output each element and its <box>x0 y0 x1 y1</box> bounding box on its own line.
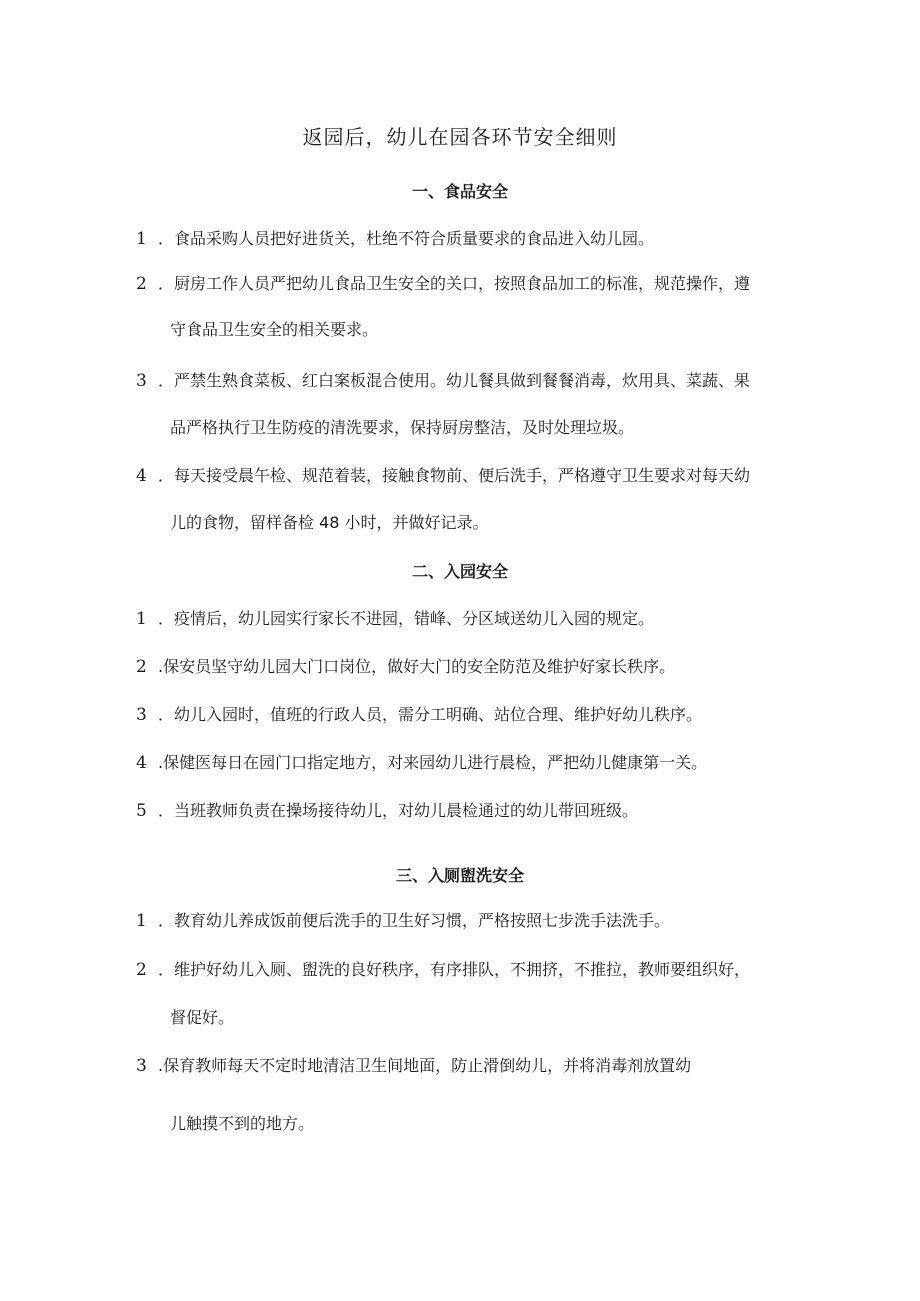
list-item <box>136 703 796 727</box>
item-number: 4 <box>136 753 147 773</box>
item-number: 1 <box>136 229 147 249</box>
list-item <box>136 227 796 251</box>
list-item <box>136 909 796 933</box>
section-heading-food-safety: 一、食品安全 <box>411 182 508 201</box>
item-text: ．教育幼儿养成饭前便后洗手的卫生好习惯，严格按照七步洗手法洗手。 <box>158 911 671 930</box>
item-text: .保育教师每天不定时地清洁卫生间地面，防止滑倒幼儿，并将消毒剂放置幼 <box>158 1056 692 1075</box>
item-text: ．每天接受晨午检、规范着装，接触食物前、便后洗手，严格遵守卫生要求对每天幼 <box>158 466 751 485</box>
item-text: ．严禁生熟食菜板、红白案板混合使用。幼儿餐具做到餐餐消毒，炊用具、菜蔬、果 <box>158 371 751 390</box>
item-number: 1 <box>136 609 147 629</box>
item-number: 2 <box>136 274 147 294</box>
item-number: 1 <box>136 911 147 931</box>
item-text: ．当班教师负责在操场接待幼儿，对幼儿晨检通过的幼儿带回班级。 <box>158 801 639 820</box>
item-number: 2 <box>136 960 147 980</box>
item-number: 3 <box>136 1056 147 1076</box>
item-text: ．食品采购人员把好进货关，杜绝不符合质量要求的食品进入幼儿园。 <box>158 229 655 248</box>
item-text: ．幼儿入园时，值班的行政人员，需分工明确、站位合理、维护好幼儿秩序。 <box>158 705 703 724</box>
list-item <box>136 272 796 296</box>
list-item <box>136 464 796 488</box>
item-text-continuation: 督促好。 <box>170 1008 235 1027</box>
document-title: 返园后，幼儿在园各环节安全细则 <box>302 125 618 149</box>
list-item <box>136 799 796 823</box>
item-text-continuation: 品严格执行卫生防疫的清洗要求，保持厨房整洁，及时处理垃圾。 <box>170 418 635 437</box>
list-item <box>136 369 796 393</box>
item-text-continuation: 儿触摸不到的地方。 <box>170 1114 315 1133</box>
item-text: ．疫情后，幼儿园实行家长不进园，错峰、分区域送幼儿入园的规定。 <box>158 609 655 628</box>
list-item <box>136 751 796 775</box>
list-item <box>136 607 796 631</box>
item-number: 3 <box>136 705 147 725</box>
item-text: .保健医每日在园门口指定地方，对来园幼儿进行晨检，严把幼儿健康第一关。 <box>158 753 708 772</box>
section-heading-washroom-safety: 三、入厕盥洗安全 <box>395 866 524 885</box>
item-text: ．厨房工作人员严把幼儿食品卫生安全的关口，按照食品加工的标准，规范操作，遵 <box>158 274 751 293</box>
section-heading-entry-safety: 二、入园安全 <box>411 562 508 581</box>
list-item <box>136 958 796 982</box>
item-number: 3 <box>136 371 147 391</box>
list-item <box>136 655 796 679</box>
item-number: 5 <box>136 801 147 821</box>
item-text: ．维护好幼儿入厕、盥洗的良好秩序，有序排队，不拥挤，不推拉，教师要组织好， <box>158 960 751 979</box>
item-text-continuation: 儿的食物，留样备检 48 小时，并做好记录。 <box>170 513 489 532</box>
item-number: 4 <box>136 466 147 486</box>
item-text-continuation: 守食品卫生安全的相关要求。 <box>170 320 379 339</box>
item-text: .保安员坚守幼儿园大门口岗位，做好大门的安全防范及维护好家长秩序。 <box>158 657 676 676</box>
list-item <box>136 1054 796 1078</box>
item-number: 2 <box>136 657 147 677</box>
